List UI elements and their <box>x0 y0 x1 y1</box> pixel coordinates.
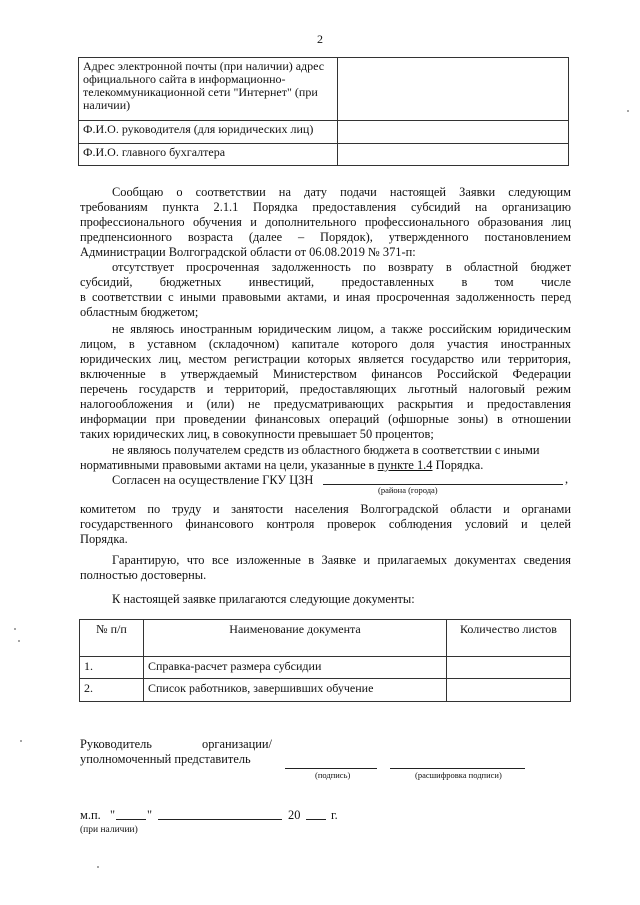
consent-district-field[interactable] <box>323 484 563 485</box>
text-line <box>80 458 571 473</box>
column-header-number: № п/п <box>80 620 144 657</box>
doc-pages <box>447 657 571 679</box>
date-open-quote: " <box>110 808 116 822</box>
consent-trail: , <box>565 472 569 486</box>
table-row <box>79 121 569 144</box>
consent-paragraph <box>80 502 571 547</box>
applicant-info-table <box>78 57 569 166</box>
guarantee-paragraph <box>80 553 571 583</box>
scan-speck <box>97 866 99 868</box>
text-line: Порядка. <box>80 532 128 546</box>
stamp-note: (при наличии) <box>80 825 138 835</box>
stamp-label: м.п. <box>80 808 101 822</box>
text-line: включенные в утверждаемый Министерством финансов Российской Федерации <box>80 367 571 381</box>
district-caption: (района (города) <box>378 485 438 495</box>
scan-speck <box>14 628 16 630</box>
text-line: перечень государств и территорий, предоставляющих льготный налоговый режим <box>80 382 571 396</box>
scan-speck <box>20 740 22 742</box>
text-fragment: нормативными правовыми актами на цели, указанные в <box>80 458 378 472</box>
signature-decode-caption: (расшифровка подписи) <box>415 770 502 780</box>
date-month-field[interactable] <box>158 819 282 820</box>
text-line: требованиям пункта 2.1.1 Порядка предоставления субсидий на организацию <box>80 200 571 214</box>
field-value-accountant-name <box>338 144 569 166</box>
text-fragment: Порядка. <box>432 458 484 472</box>
text-line: Администрации Волгоградской области от 06.08.2019 № 371-п: <box>80 245 416 259</box>
text-line: профессионального обучения и дополнительного профессионального образования лиц <box>80 215 571 229</box>
text-line: комитетом по труду и занятости населения Волгоградской области и органами <box>80 502 571 516</box>
text-line: предпенсионного возраста (далее – Порядок), утвержденного постановлением <box>80 230 571 244</box>
text-line: юридических лиц, местом регистрации которых является государство или территория, <box>80 352 571 366</box>
page-number: 2 <box>317 32 323 46</box>
signature-field[interactable] <box>285 768 377 769</box>
text-line: полностью достоверны. <box>80 568 207 582</box>
text-line: субсидий, бюджетных инвестиций, предоставленных в том числе <box>80 275 571 289</box>
doc-name: Список работников, завершивших обучение <box>144 679 447 702</box>
text-line: в соответствии с иными правовыми актами, и иная просроченная задолженность перед <box>80 290 571 304</box>
intro-paragraph <box>80 185 571 260</box>
doc-number: 1. <box>80 657 144 679</box>
text-line: налогообложения и (или) не предусматривающих раскрытия и предоставления <box>80 397 571 411</box>
text-line: информации при проведении финансовых операций (офшорные зоны) в отношении <box>80 412 571 426</box>
field-label-email-site: Адрес электронной почты (при наличии) адрес официального сайта в информационно-телекоммуникационной сети "Интернет" (при наличии) <box>79 58 338 121</box>
consent-lead-text: Согласен на осуществление ГКУ ЦЗН <box>112 473 314 487</box>
date-year-suffix: г. <box>331 808 338 822</box>
doc-pages <box>447 679 571 702</box>
consent-lead <box>112 473 313 488</box>
documents-intro: К настоящей заявке прилагаются следующие документы: <box>112 592 415 606</box>
date-day-field[interactable] <box>116 819 146 820</box>
requirement-not-foreign-entity <box>80 322 571 442</box>
text-line: государственного финансового контроля проверок соблюдения условий и целей <box>80 517 571 531</box>
field-value-director-name <box>338 121 569 144</box>
scan-speck <box>18 640 20 642</box>
text-line: не являюсь иностранным юридическим лицом, а также российским юридическим <box>112 322 571 336</box>
doc-name: Справка-расчет размера субсидии <box>144 657 447 679</box>
scan-speck <box>627 110 629 112</box>
text-line: не являюсь получателем средств из областного бюджета в соответствии с иными <box>112 443 540 457</box>
table-row <box>80 679 571 702</box>
date-close-quote: " <box>147 808 153 822</box>
text-line: отсутствует просроченная задолженность по возврату в областной бюджет <box>112 260 571 274</box>
column-header-pages: Количество листов <box>447 620 571 657</box>
requirement-not-budget-recipient <box>80 443 571 473</box>
column-header-document: Наименование документа <box>144 620 447 657</box>
text-line: областным бюджетом; <box>80 305 199 319</box>
table-row <box>80 657 571 679</box>
requirement-no-debt <box>80 260 571 320</box>
signature-caption: (подпись) <box>315 770 351 780</box>
signatory-title-line2: уполномоченный представитель <box>80 752 251 766</box>
signatory-title-word2: организации/ <box>202 737 272 751</box>
field-label-accountant-name: Ф.И.О. главного бухгалтера <box>79 144 338 166</box>
table-header-row <box>80 620 571 657</box>
text-line: Сообщаю о соответствии на дату подачи настоящей Заявки следующим <box>112 185 571 199</box>
clause-link[interactable]: пункте 1.4 <box>377 458 433 472</box>
date-year-prefix: 20 <box>288 808 301 822</box>
attached-documents-table <box>79 619 571 702</box>
text-line: Гарантирую, что все изложенные в Заявке и прилагаемых документах сведения <box>112 553 571 567</box>
signatory-title-word1: Руководитель <box>80 737 152 751</box>
date-year-field[interactable] <box>306 819 326 820</box>
text-line: лицом, в уставном (складочном) капитале которого доля участия иностранных <box>80 337 571 351</box>
text-line: таких юридических лиц, в совокупности превышает 50 процентов; <box>80 427 434 441</box>
signature-decode-field[interactable] <box>390 768 525 769</box>
field-value-email-site <box>338 58 569 121</box>
table-row <box>79 58 569 121</box>
doc-number: 2. <box>80 679 144 702</box>
table-row <box>79 144 569 166</box>
field-label-director-name: Ф.И.О. руководителя (для юридических лиц) <box>79 121 338 144</box>
